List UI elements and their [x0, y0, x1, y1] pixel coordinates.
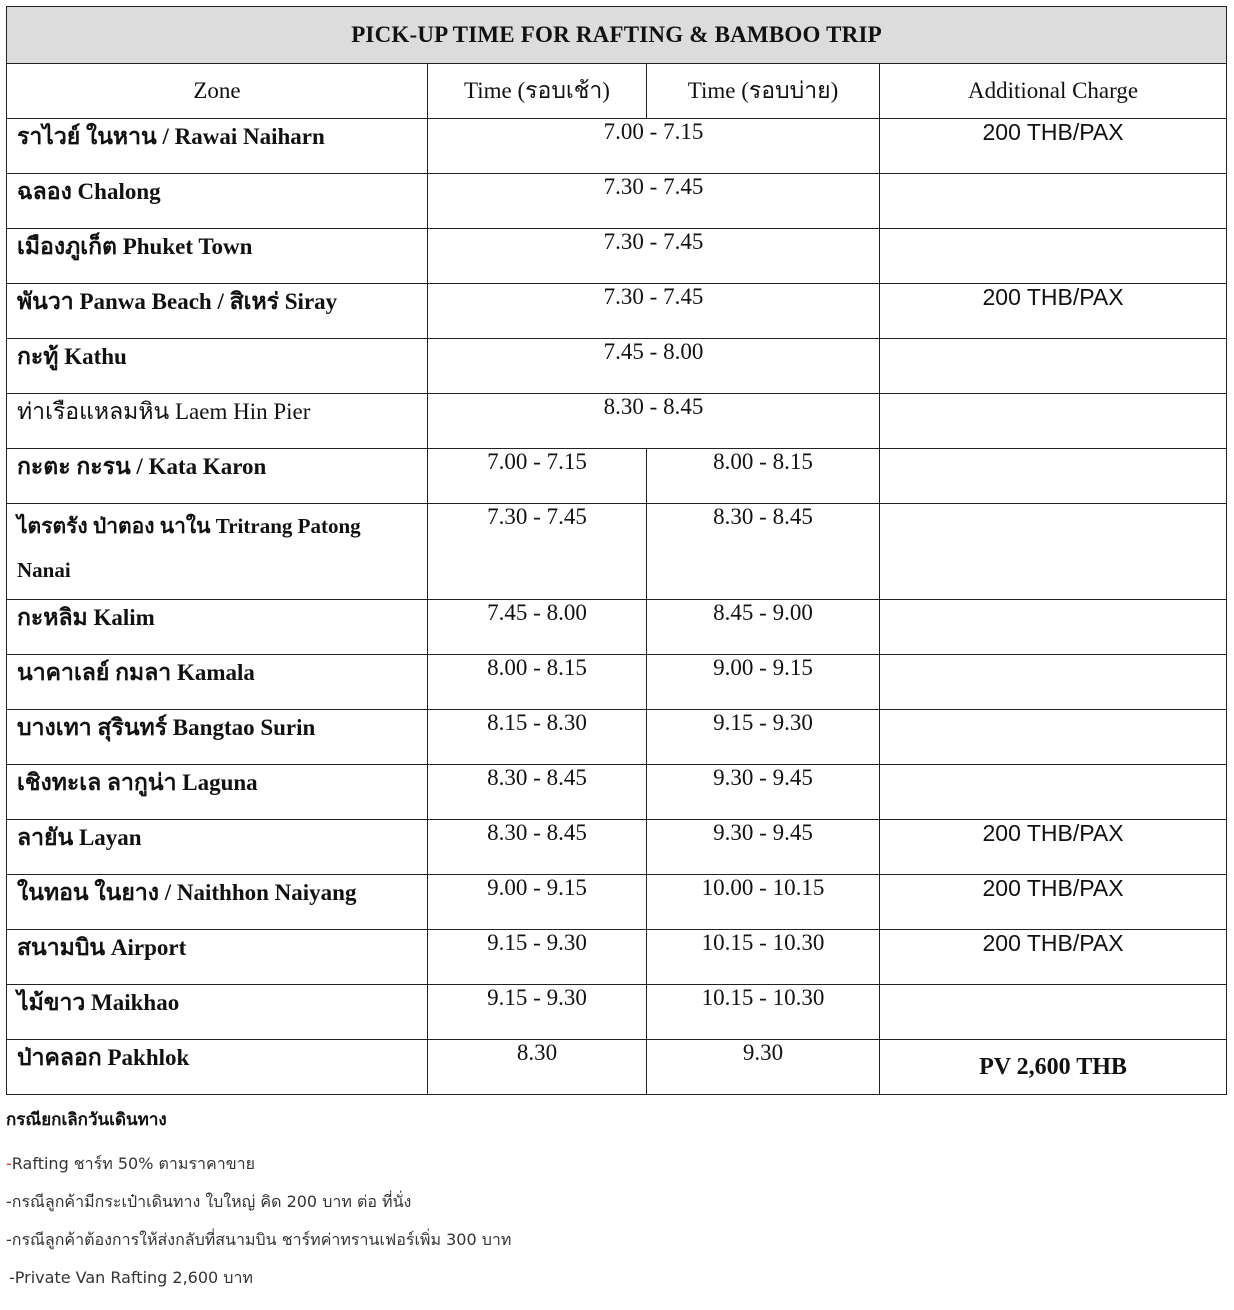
time-cell: 8.30 - 8.45	[428, 394, 880, 449]
zone-cell: กะทู้ Kathu	[7, 339, 428, 394]
charge-cell	[880, 449, 1227, 504]
time-afternoon-cell: 9.30 - 9.45	[647, 820, 880, 875]
charge-cell	[880, 710, 1227, 765]
time-cell: 7.45 - 8.00	[428, 339, 880, 394]
header-time-morning: Time (รอบเช้า)	[428, 64, 647, 119]
charge-cell	[880, 600, 1227, 655]
zone-cell: ลายัน Layan	[7, 820, 428, 875]
zone-cell: ไม้ขาว Maikhao	[7, 985, 428, 1040]
time-cell: 7.00 - 7.15	[428, 119, 880, 174]
table-row	[7, 1040, 1227, 1095]
zone-cell: ในทอน ในยาง / Naithhon Naiyang	[7, 875, 428, 930]
time-morning-cell: 8.30 - 8.45	[428, 820, 647, 875]
zone-cell: ฉลอง Chalong	[7, 174, 428, 229]
charge-cell: 200 THB/PAX	[880, 875, 1227, 930]
table-row	[7, 930, 1227, 985]
time-cell: 7.30 - 7.45	[428, 284, 880, 339]
time-morning-cell: 9.15 - 9.30	[428, 985, 647, 1040]
time-afternoon-cell: 9.15 - 9.30	[647, 710, 880, 765]
header-zone: Zone	[7, 64, 428, 119]
table-row	[7, 655, 1227, 710]
table-row	[7, 600, 1227, 655]
time-afternoon-cell: 8.00 - 8.15	[647, 449, 880, 504]
header-additional-charge: Additional Charge	[880, 64, 1227, 119]
charge-cell	[880, 655, 1227, 710]
table-row	[7, 820, 1227, 875]
zone-cell: นาคาเลย์ กมลา Kamala	[7, 655, 428, 710]
table-row	[7, 119, 1227, 174]
time-morning-cell: 8.30	[428, 1040, 647, 1095]
charge-cell	[880, 985, 1227, 1040]
table-row	[7, 229, 1227, 284]
table-row	[7, 449, 1227, 504]
time-afternoon-cell: 9.30	[647, 1040, 880, 1095]
zone-cell: กะหลิม Kalim	[7, 600, 428, 655]
zone-cell: พันวา Panwa Beach / สิเหร่ Siray	[7, 284, 428, 339]
charge-cell: PV 2,600 THB	[880, 1040, 1227, 1095]
table-row	[7, 985, 1227, 1040]
zone-cell: เชิงทะเล ลากูน่า Laguna	[7, 765, 428, 820]
note-line: -กรณีลูกค้ามีกระเป๋าเดินทาง ใบใหญ่ คิด 200 บาท ต่อ ที่นั่ง	[6, 1192, 412, 1211]
pickup-time-sheet	[6, 6, 1226, 1095]
charge-cell	[880, 765, 1227, 820]
pickup-time-table	[6, 6, 1227, 1095]
table-row	[7, 339, 1227, 394]
zone-cell: ท่าเรือแหลมหิน Laem Hin Pier	[7, 394, 428, 449]
time-afternoon-cell: 8.30 - 8.45	[647, 504, 880, 600]
time-afternoon-cell: 10.00 - 10.15	[647, 875, 880, 930]
header-time-afternoon: Time (รอบบ่าย)	[647, 64, 880, 119]
charge-cell: 200 THB/PAX	[880, 119, 1227, 174]
time-afternoon-cell: 9.00 - 9.15	[647, 655, 880, 710]
charge-cell	[880, 394, 1227, 449]
charge-cell	[880, 174, 1227, 229]
time-morning-cell: 7.00 - 7.15	[428, 449, 647, 504]
zone-cell: สนามบิน Airport	[7, 930, 428, 985]
zone-cell: บางเทา สุรินทร์ Bangtao Surin	[7, 710, 428, 765]
zone-cell: ป่าคลอก Pakhlok	[7, 1040, 428, 1095]
time-morning-cell: 7.45 - 8.00	[428, 600, 647, 655]
charge-cell	[880, 339, 1227, 394]
time-afternoon-cell: 10.15 - 10.30	[647, 930, 880, 985]
time-morning-cell: 8.15 - 8.30	[428, 710, 647, 765]
cancellation-notes	[6, 1105, 1226, 1297]
time-morning-cell: 8.00 - 8.15	[428, 655, 647, 710]
time-afternoon-cell: 8.45 - 9.00	[647, 600, 880, 655]
charge-cell: 200 THB/PAX	[880, 820, 1227, 875]
table-row	[7, 174, 1227, 229]
time-morning-cell: 9.00 - 9.15	[428, 875, 647, 930]
time-morning-cell: 8.30 - 8.45	[428, 765, 647, 820]
table-row	[7, 504, 1227, 600]
note-text: Rafting ชาร์ท 50% ตามราคาขาย	[11, 1154, 256, 1173]
time-afternoon-cell: 9.30 - 9.45	[647, 765, 880, 820]
zone-cell: ราไวย์ ในหาน / Rawai Naiharn	[7, 119, 428, 174]
note-line	[6, 1145, 1226, 1183]
table-row	[7, 875, 1227, 930]
charge-cell	[880, 229, 1227, 284]
zone-cell: ไตรตรัง ป่าตอง นาใน Tritrang Patong Nanai	[7, 504, 428, 600]
time-morning-cell: 9.15 - 9.30	[428, 930, 647, 985]
charge-cell: 200 THB/PAX	[880, 284, 1227, 339]
time-cell: 7.30 - 7.45	[428, 174, 880, 229]
table-row	[7, 710, 1227, 765]
table-row	[7, 284, 1227, 339]
note-line: -Private Van Rafting 2,600 บาท	[9, 1268, 253, 1287]
time-cell: 7.30 - 7.45	[428, 229, 880, 284]
notes-heading: กรณียกเลิกวันเดินทาง	[6, 1110, 167, 1130]
time-morning-cell: 7.30 - 7.45	[428, 504, 647, 600]
table-row	[7, 394, 1227, 449]
table-title: PICK-UP TIME FOR RAFTING & BAMBOO TRIP	[7, 7, 1227, 64]
charge-cell	[880, 504, 1227, 600]
note-dash: -	[6, 1154, 12, 1173]
zone-cell: กะตะ กะรน / Kata Karon	[7, 449, 428, 504]
charge-cell: 200 THB/PAX	[880, 930, 1227, 985]
table-row	[7, 765, 1227, 820]
note-line: -กรณีลูกค้าต้องการให้ส่งกลับที่สนามบิน ชาร์ทค่าทรานเฟอร์เพิ่ม 300 บาท	[6, 1230, 512, 1249]
zone-cell: เมืองภูเก็ต Phuket Town	[7, 229, 428, 284]
time-afternoon-cell: 10.15 - 10.30	[647, 985, 880, 1040]
header-row	[7, 64, 1227, 119]
